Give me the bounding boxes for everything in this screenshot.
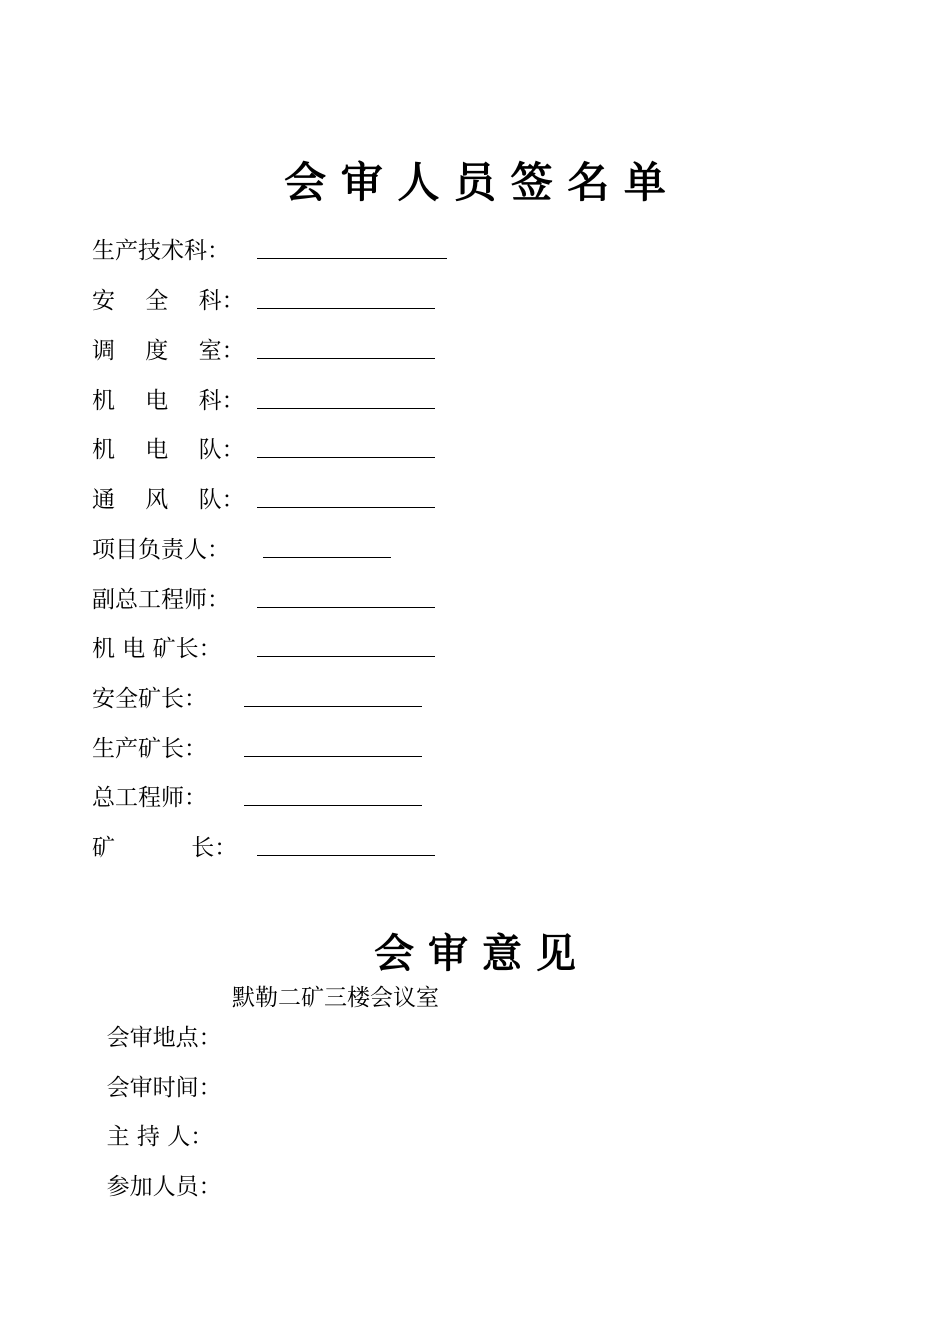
meeting-attendees-label: 参加人员： — [106, 1174, 222, 1200]
signature-label: 机 电 队： — [92, 437, 245, 463]
signature-label: 副总工程师： — [92, 587, 230, 613]
signature-line[interactable] — [257, 507, 435, 508]
signature-label: 通 风 队： — [92, 487, 245, 513]
signature-line[interactable] — [257, 308, 435, 309]
signature-sheet-title: 会 审 人 员 签 名 单 — [284, 158, 666, 207]
signature-label: 矿 长： — [92, 835, 238, 861]
signature-label: 安 全 科： — [92, 288, 245, 314]
signature-line[interactable] — [263, 557, 391, 558]
signature-line[interactable] — [257, 855, 435, 856]
signature-label: 机 电 科： — [92, 388, 245, 414]
meeting-host-label: 主 持 人： — [106, 1124, 214, 1150]
signature-line[interactable] — [257, 258, 447, 259]
signature-line[interactable] — [244, 805, 422, 806]
signature-line[interactable] — [244, 756, 422, 757]
signature-label: 安全矿长： — [92, 686, 207, 712]
signature-line[interactable] — [257, 457, 435, 458]
signature-line[interactable] — [257, 656, 435, 657]
signature-line[interactable] — [257, 607, 435, 608]
signature-label: 机 电 矿长： — [92, 636, 222, 662]
meeting-attendees — [92, 1127, 222, 1207]
signature-line[interactable] — [257, 408, 435, 409]
opinion-title: 会 审 意 见 — [374, 931, 576, 977]
meeting-location-label: 会审地点： — [106, 1025, 222, 1051]
signature-line[interactable] — [244, 706, 422, 707]
signature-label: 总工程师： — [92, 785, 207, 811]
signature-line[interactable] — [257, 358, 435, 359]
signature-label: 生产技术科： — [92, 238, 230, 264]
signature-label: 项目负责人： — [92, 537, 230, 563]
signature-label: 调 度 室： — [92, 338, 245, 364]
signature-label: 生产矿长： — [92, 736, 207, 762]
meeting-time-label: 会审时间： — [106, 1075, 222, 1101]
meeting-location-value: 默勒二矿三楼会议室 — [232, 985, 439, 1011]
